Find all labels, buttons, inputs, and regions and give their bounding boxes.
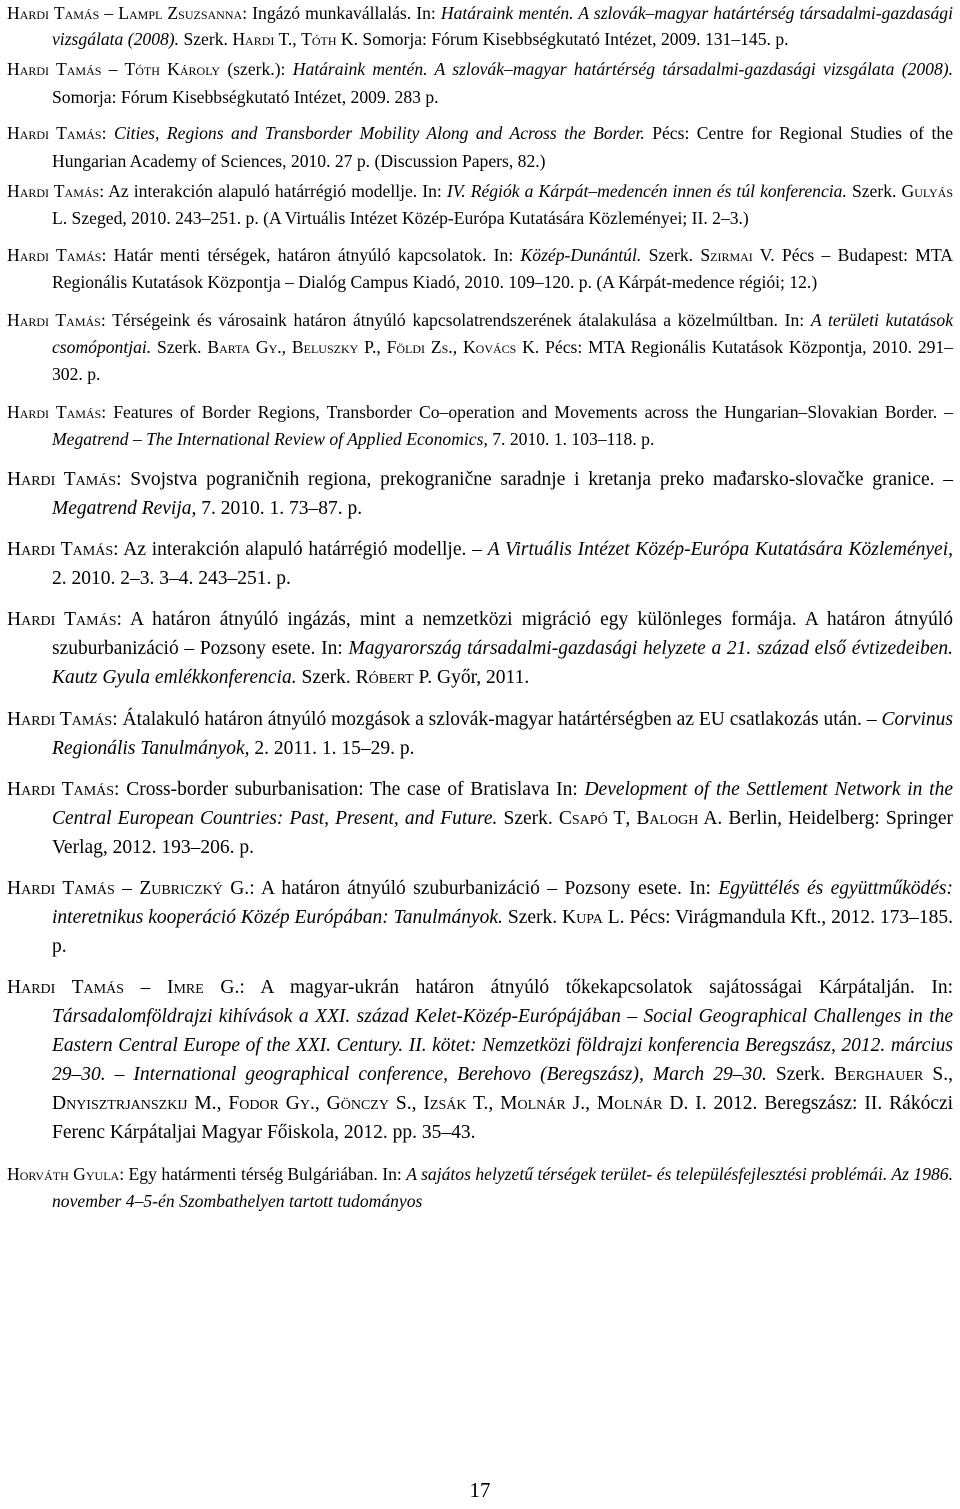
reference-entry [7,775,953,862]
title-text: Megatrend Revija, [52,498,197,519]
reference-entry [7,55,953,111]
author-name: Földi Zs. [386,337,453,357]
title-text: A területi kutatások csomópontjai. [52,310,954,357]
citation-text: : Átalakuló határon átnyúló mozgások a szlovák-magyar határtérségben az EU csatlakozás után. – [112,709,882,730]
citation-text: 7. 2010. 1. 103–118. p. [487,429,655,449]
citation-text: : Egy határmenti térség Bulgáriában. In: [119,1164,407,1184]
reference-entry [7,973,953,1147]
author-name: Berghauer S. [834,1064,949,1085]
reference-entry [7,705,953,763]
reference-list [7,0,953,1215]
title-text: A Virtuális Intézet Közép-Európa Kutatására Közleményei, [487,539,953,560]
author-name: Hardi Tamás [7,709,113,730]
citation-text: Pécs: Virágmandula Kft., 2012. 173–185. p. [52,907,953,957]
citation-text: : [101,123,114,143]
citation-text: , [585,1093,597,1114]
author-name: Hardi Tamás – Tóth Károly [7,59,221,79]
author-name: Hardi Tamás [7,181,100,201]
citation-text: : Svojstva pograničnih regiona, prekogranične saradnje i kretanja preko mađarsko-slovačke granice. – [116,469,953,490]
author-name: Balogh A. [636,808,723,829]
reference-entry [7,605,953,692]
citation-text: Berlin, Heidelberg: Springer Verlag, 2012. 193–206. p. [52,808,954,858]
title-text: Cities, Regions and Transborder Mobility Along and Across the Border. [113,123,645,143]
title-text: Corvinus Regionális Tanulmányok, [52,709,953,759]
citation-text: Szerk. [502,907,563,928]
citation-text: , [452,337,463,357]
author-name: Csapó T [558,808,626,829]
citation-text: Szeged, 2010. 243–251. p. (A Virtuális Intézet Közép-Európa Kutatására Közleményei; II. 2–3.) [67,208,749,228]
author-name: Hardi Tamás – Imre G. [7,977,240,998]
citation-text: Pécs: Centre for Regional Studies of the Hungarian Academy of Sciences, 2010. 27 p. (Discussion Papers, 82.) [52,123,953,171]
citation-text: 2. 2010. 2–3. 3–4. 243–251. p. [52,568,291,589]
citation-text: , [292,29,302,49]
citation-text: Somorja: Fórum Kisebbségkutató Intézet, 2009. 131–145. p. [358,29,789,49]
author-name: Hardi Tamás [7,310,101,330]
title-text: Közép-Dunántúl. [520,245,642,265]
citation-text: Szerk. [846,181,902,201]
author-name: Fodor Gy. [228,1093,315,1114]
reference-entry [7,119,953,175]
author-name: Hardi Tamás [7,123,102,143]
author-name: Hardi Tamás [7,469,117,490]
reference-entry [7,399,953,453]
citation-text: : A magyar-ukrán határon átnyúló tőkekapcsolatok sajátosságai Kárpátalján. In: [239,977,954,998]
citation-text: , [281,337,292,357]
citation-text: Szerk. [641,245,701,265]
author-name: Horváth Gyula [7,1164,120,1184]
reference-entry [7,1161,953,1215]
reference-entry [7,535,953,593]
author-name: Szirmai V. [700,245,775,265]
citation-text: Szerk. [151,337,208,357]
author-name: Hardi Tamás [7,779,115,800]
citation-text: Szerk. [766,1064,835,1085]
citation-text: , [376,337,387,357]
citation-text: Pécs: MTA Regionális Kutatások Központja, 2010. 291–302. p. [52,337,954,384]
reference-entry [7,874,953,961]
author-name: Hardi Tamás [7,539,114,560]
citation-text: , [948,1064,954,1085]
citation-text: , [411,1093,424,1114]
citation-text: : Cross-border suburbanisation: The case of Bratislava In: [114,779,585,800]
author-name: Hardi Tamás – Lampl Zsuzsanna [7,3,243,23]
reference-entry [7,178,953,232]
citation-text: , [216,1093,229,1114]
citation-text: Győr, 2011. [432,667,530,688]
citation-text: : Határ menti térségek, határon átnyúló kapcsolatok. In: [101,245,521,265]
title-text: Megatrend – The International Review of Applied Economics, [52,429,488,449]
citation-text: Somorja: Fórum Kisebbségkutató Intézet, 2009. 283 p. [52,87,439,107]
author-name: Kupa L. [562,907,625,928]
title-text: Együttélés és együttműködés: interetnikus kooperáció Közép Európában: Tanulmányok. [52,878,953,928]
citation-text: : A határon átnyúló szuburbanizáció – Pozsony esete. In: [249,878,719,899]
citation-text: : Térségeink és városaink határon átnyúló kapcsolatrendszerének átalakulása a közelmúltban. In: [100,310,811,330]
author-name: Hardi Tamás [7,402,102,422]
author-name: Hardi T. [232,29,293,49]
author-name: Tóth K. [301,29,359,49]
citation-text: : Features of Border Regions, Transborder Co–operation and Movements across the Hungarian–Slovakian Border. – [101,402,954,422]
author-name: Róbert P. [355,667,433,688]
citation-text: Szerk. [296,667,356,688]
title-text: Development of the Settlement Network in the Central European Countries: Past, Present, and Future. [52,779,953,829]
author-name: Izsák T. [423,1093,489,1114]
citation-text: , [625,808,637,829]
reference-entry [7,465,953,523]
title-text: Társadalomföldrajzi kihívások a XXI. század Kelet-Közép-Európájában – Social Geographical Challenges in the Eastern Central Europe of the XXI. Century. II. kötet: Nemzetközi földrajzi konferencia Beregszász, 2012. március 29–30. – International geographical conference, Berehovo (Beregszász), March 29–30. [52,1006,953,1085]
title-text: Magyarország társadalmi-gazdasági helyzete a 21. század első évtizedeiben. Kautz Gyula emlékkonferencia. [52,638,953,688]
reference-entry [7,0,953,52]
author-name: Hardi Tamás [7,245,102,265]
citation-text: 2. 2011. 1. 15–29. p. [249,738,415,759]
citation-text: 2012. Beregszász: II. Rákóczi Ferenc Kárpátaljai Magyar Főiskola, 2012. pp. 35–43. [52,1093,954,1143]
page-number: 17 [469,1478,491,1502]
author-name: Kovács K. [462,337,540,357]
author-name: Hardi Tamás [7,609,117,630]
citation-text: , [488,1093,501,1114]
citation-text: : Ingázó munkavállalás. In: [242,3,441,23]
title-text: A sajátos helyzetű térségek terület- és településfejlesztési problémái. Az 1986. november 4–5-én Szombathelyen tartott tudományos [52,1164,953,1211]
author-name: Dnyisztrjanszkij M. [52,1093,217,1114]
author-name: Gulyás L. [52,181,953,228]
author-name: Gönczy S. [326,1093,412,1114]
title-text: Határaink mentén. A szlovák–magyar határtérség társadalmi-gazdasági vizsgálata (2008). [52,3,953,49]
citation-text: Pécs – Budapest: MTA Regionális Kutatások Központja – Dialóg Campus Kiadó, 2010. 109–120. p. (A Kárpát-medence régiói; 12.) [52,245,953,292]
author-name: Molnár D. I. [596,1093,707,1114]
author-name: Barta Gy. [207,337,282,357]
citation-text: : A határon átnyúló ingázás, mint a nemzetközi migráció egy különleges formája. A határon átnyúló szuburbanizáció – Pozsony esete. In: [52,609,953,659]
citation-text: : Az interakción alapuló határrégió modellje. – [113,539,488,560]
author-name: Beluszky P. [291,337,377,357]
title-text: Határaink mentén. A szlovák–magyar határtérség társadalmi-gazdasági vizsgálata (2008). [292,59,953,79]
reference-entry [7,307,953,388]
author-name: Molnár J. [500,1093,586,1114]
title-text: IV. Régiók a Kárpát–medencén innen és túl konferencia. [446,181,847,201]
author-name: Hardi Tamás – Zubriczký G. [7,878,250,899]
citation-text: Szerk. [497,808,559,829]
citation-text: Szerk. [179,29,233,49]
reference-entry [7,242,953,296]
citation-text: , [314,1093,327,1114]
citation-text: (szerk.): [220,59,293,79]
citation-text: 7. 2010. 1. 73–87. p. [196,498,363,519]
citation-text: : Az interakción alapuló határrégió modellje. In: [99,181,447,201]
